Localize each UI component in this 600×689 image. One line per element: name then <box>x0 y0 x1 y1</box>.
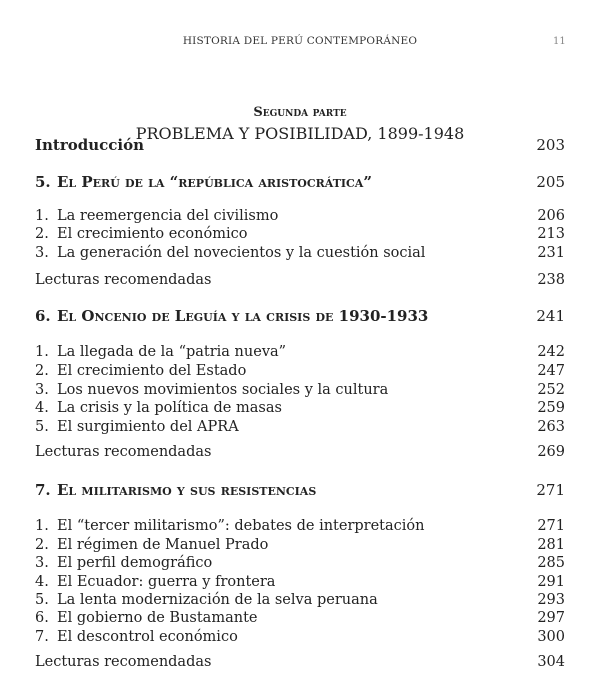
item-number: 3. <box>35 382 49 398</box>
item-page: 285 <box>537 555 565 571</box>
item-number: 5. <box>35 592 49 608</box>
readings-page: 269 <box>537 444 565 460</box>
toc-item <box>35 535 565 555</box>
item-page: 247 <box>537 363 565 379</box>
item-title: La llegada de la “patria nueva” <box>57 344 287 360</box>
item-number: 2. <box>35 363 49 379</box>
item-title: La lenta modernización de la selva peruana <box>57 592 378 608</box>
running-title: HISTORIA DEL PERÚ CONTEMPORÁNEO <box>182 35 418 47</box>
item-title: El crecimiento del Estado <box>57 363 247 379</box>
item-title: El descontrol económico <box>57 629 238 645</box>
toc-item <box>35 206 565 226</box>
part-label: Segunda parte <box>253 105 347 120</box>
item-page: 293 <box>537 592 565 608</box>
readings-label: Lecturas recomendadas <box>35 654 212 670</box>
item-number: 6. <box>35 610 49 626</box>
item-title: El régimen de Manuel Prado <box>57 537 269 553</box>
readings-label: Lecturas recomendadas <box>35 272 212 288</box>
item-title: El gobierno de Bustamante <box>57 610 258 626</box>
toc-item <box>35 361 565 381</box>
item-number: 4. <box>35 574 49 590</box>
toc-item <box>35 342 565 362</box>
chapter-number: 5. <box>35 173 51 191</box>
item-page: 252 <box>537 382 565 398</box>
toc-item <box>35 417 565 437</box>
item-page: 242 <box>537 344 565 360</box>
chapter-number: 6. <box>35 307 51 325</box>
chapter-title: El Perú de la “república aristocrática” <box>57 173 372 191</box>
item-title: El Ecuador: guerra y frontera <box>57 574 276 590</box>
toc-item <box>35 553 565 573</box>
item-number: 3. <box>35 555 49 571</box>
item-page: 297 <box>537 610 565 626</box>
toc-item <box>35 627 565 647</box>
item-page: 259 <box>537 400 565 416</box>
toc-chapter <box>35 172 565 192</box>
toc-item <box>35 590 565 610</box>
chapter-page: 271 <box>536 481 565 499</box>
toc-item <box>35 224 565 244</box>
item-title: La reemergencia del civilismo <box>57 208 279 224</box>
item-page: 300 <box>537 629 565 645</box>
chapter-page: 205 <box>536 173 565 191</box>
readings-page: 304 <box>537 654 565 670</box>
item-page: 291 <box>537 574 565 590</box>
item-page: 281 <box>537 537 565 553</box>
toc-readings <box>35 270 565 290</box>
toc-readings <box>35 442 565 462</box>
item-title: La generación del novecientos y la cuestión social <box>57 245 426 261</box>
entry-title: Introducción <box>35 136 145 154</box>
item-page: 206 <box>537 208 565 224</box>
toc-item <box>35 608 565 628</box>
item-number: 1. <box>35 344 49 360</box>
item-title: La crisis y la política de masas <box>57 400 282 416</box>
entry-page: 203 <box>536 136 565 154</box>
toc-chapter <box>35 306 565 326</box>
item-title: Los nuevos movimientos sociales y la cultura <box>57 382 389 398</box>
part-title: PROBLEMA Y POSIBILIDAD, 1899-1948 <box>135 124 465 143</box>
item-number: 5. <box>35 419 49 435</box>
toc-item <box>35 243 565 263</box>
item-number: 3. <box>35 245 49 261</box>
item-page: 271 <box>537 518 565 534</box>
item-number: 4. <box>35 400 49 416</box>
chapter-page: 241 <box>536 307 565 325</box>
item-page: 213 <box>537 226 565 242</box>
item-title: El perfil demográfico <box>57 555 213 571</box>
toc-readings <box>35 652 565 672</box>
chapter-title: El Oncenio de Leguía y la crisis de 1930-1933 <box>57 307 429 325</box>
item-page: 263 <box>537 419 565 435</box>
toc-item <box>35 516 565 536</box>
toc-chapter <box>35 480 565 500</box>
item-number: 7. <box>35 629 49 645</box>
chapter-title: El militarismo y sus resistencias <box>57 481 317 499</box>
readings-label: Lecturas recomendadas <box>35 444 212 460</box>
page-number: 11 <box>553 36 566 47</box>
item-number: 1. <box>35 518 49 534</box>
readings-page: 238 <box>537 272 565 288</box>
item-title: El “tercer militarismo”: debates de interpretación <box>57 518 425 534</box>
item-number: 1. <box>35 208 49 224</box>
chapter-number: 7. <box>35 481 51 499</box>
toc-item <box>35 572 565 592</box>
item-title: El surgimiento del APRA <box>57 419 239 435</box>
item-number: 2. <box>35 537 49 553</box>
toc-item <box>35 380 565 400</box>
toc-item <box>35 398 565 418</box>
item-page: 231 <box>537 245 565 261</box>
item-title: El crecimiento económico <box>57 226 248 242</box>
toc-entry-introduction <box>35 135 565 155</box>
item-number: 2. <box>35 226 49 242</box>
